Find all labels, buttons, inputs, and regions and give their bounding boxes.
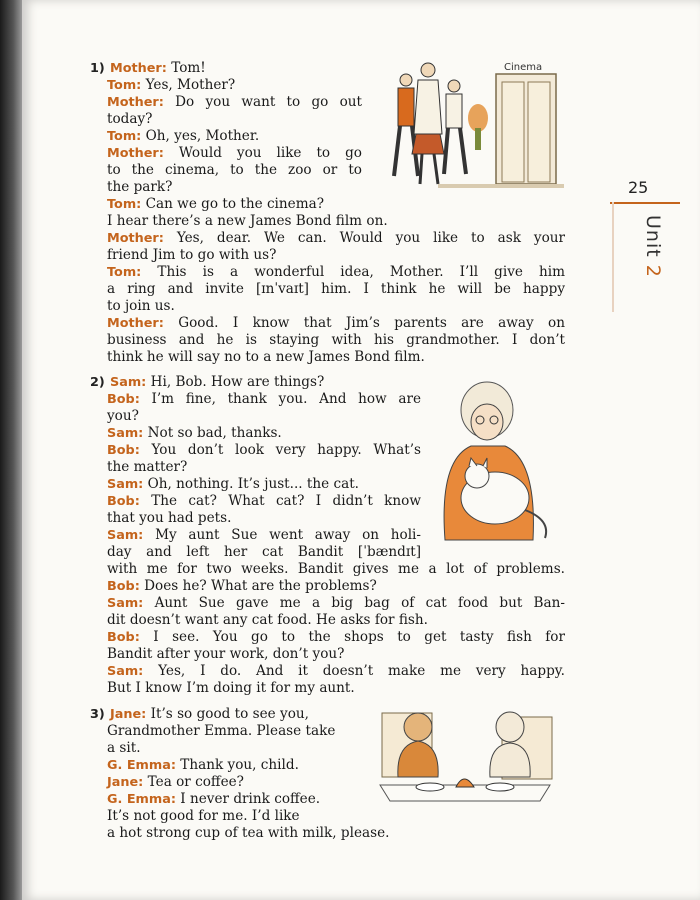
dialogue-line: friend Jim to go with us? (107, 247, 277, 263)
dialogue-line: Tom: Oh, yes, Mother. (107, 128, 260, 144)
dialogue-number: 3) (90, 707, 105, 722)
dialogue-line: Mother: Good. I know that Jim’s parents are away on (107, 315, 565, 331)
unit-side-line (612, 202, 614, 312)
unit-divider (610, 202, 680, 204)
dialogue-line: the park? (107, 179, 173, 195)
unit-word: Unit (642, 215, 664, 258)
dialogue-line: Mother: Yes, dear. We can. Would you like to ask your (107, 230, 565, 246)
dialogue-line: Bandit after your work, don’t you? (107, 646, 345, 662)
dialogue-line: to the cinema, to the zoo or to (107, 162, 362, 178)
dialogue-line: Mother: Tom! (110, 60, 206, 76)
dialogue-line: Mother: Do you want to go out (107, 94, 362, 110)
dialogue-line: But I know I’m doing it for my aunt. (107, 680, 355, 696)
dialogue-line: Tom: Can we go to the cinema? (107, 196, 324, 212)
dialogue-line: Bob: The cat? What cat? I didn’t know (107, 493, 421, 509)
dialogue-line: Bob: Does he? What are the problems? (107, 578, 377, 594)
dialogue-line: you? (107, 408, 139, 424)
dialogue-line: day and left her cat Bandit [ˈbændɪt] (107, 544, 421, 560)
dialogue-line: G. Emma: Thank you, child. (107, 757, 299, 773)
dialogue-line: with me for two weeks. Bandit gives me a lot of problems. (107, 561, 565, 577)
dialogue-line: a ring and invite [ɪnˈvaɪt] him. I think he will be happy (107, 281, 565, 297)
dialogue-line: a hot strong cup of tea with milk, please. (107, 825, 390, 841)
dialogue-number: 1) (90, 61, 105, 76)
dialogue-line: business and he is staying with his grandmother. I don’t (107, 332, 565, 348)
cinema-family-illustration (378, 56, 564, 206)
dialogue-line: Grandmother Emma. Please take (107, 723, 336, 739)
unit-label (642, 215, 664, 278)
cinema-sign: Cinema (504, 62, 543, 73)
dialogue-line: the matter? (107, 459, 188, 475)
dialogue-number: 2) (90, 375, 105, 390)
dialogue-line: G. Emma: I never drink coffee. (107, 791, 321, 807)
dialogue-line: Jane: It’s so good to see you, (110, 706, 309, 722)
dialogue-line: Sam: Oh, nothing. It’s just... the cat. (107, 476, 360, 492)
dialogue-line: Mother: Would you like to go (107, 145, 362, 161)
dialogue-line: Sam: Yes, I do. And it doesn’t make me very happy. (107, 663, 565, 679)
woman-with-cat-illustration (425, 380, 565, 545)
dialogue-line: Sam: Aunt Sue gave me a big bag of cat food but Ban- (107, 595, 565, 611)
dialogue-line: Bob: You don’t look very happy. What’s (107, 442, 421, 458)
dialogue-line: a sit. (107, 740, 141, 756)
dialogue-line: think he will say no to a new James Bond film. (107, 349, 425, 365)
dialogue-line: Bob: I see. You go to the shops to get tasty fish for (107, 629, 565, 645)
dialogue-line: I hear there’s a new James Bond film on. (107, 213, 388, 229)
tea-table-illustration (370, 705, 560, 805)
dialogue-line: to join us. (107, 298, 175, 314)
page-number: 25 (628, 178, 649, 197)
dialogue-line: Sam: My aunt Sue went away on holi- (107, 527, 421, 543)
dialogue-line: Jane: Tea or coffee? (107, 774, 244, 790)
dialogue-line: today? (107, 111, 153, 127)
dialogue-line: that you had pets. (107, 510, 232, 526)
dialogue-line: It’s not good for me. I’d like (107, 808, 300, 824)
dialogue-line: Sam: Not so bad, thanks. (107, 425, 282, 441)
dialogue-line: Tom: This is a wonderful idea, Mother. I’ll give him (107, 264, 565, 280)
dialogue-line: Sam: Hi, Bob. How are things? (110, 374, 325, 390)
unit-number: 2 (642, 264, 664, 278)
dialogue-line: dit doesn’t want any cat food. He asks for fish. (107, 612, 428, 628)
dialogue-line: Bob: I’m fine, thank you. And how are (107, 391, 421, 407)
book-gutter (0, 0, 22, 900)
dialogue-line: Tom: Yes, Mother? (107, 77, 236, 93)
